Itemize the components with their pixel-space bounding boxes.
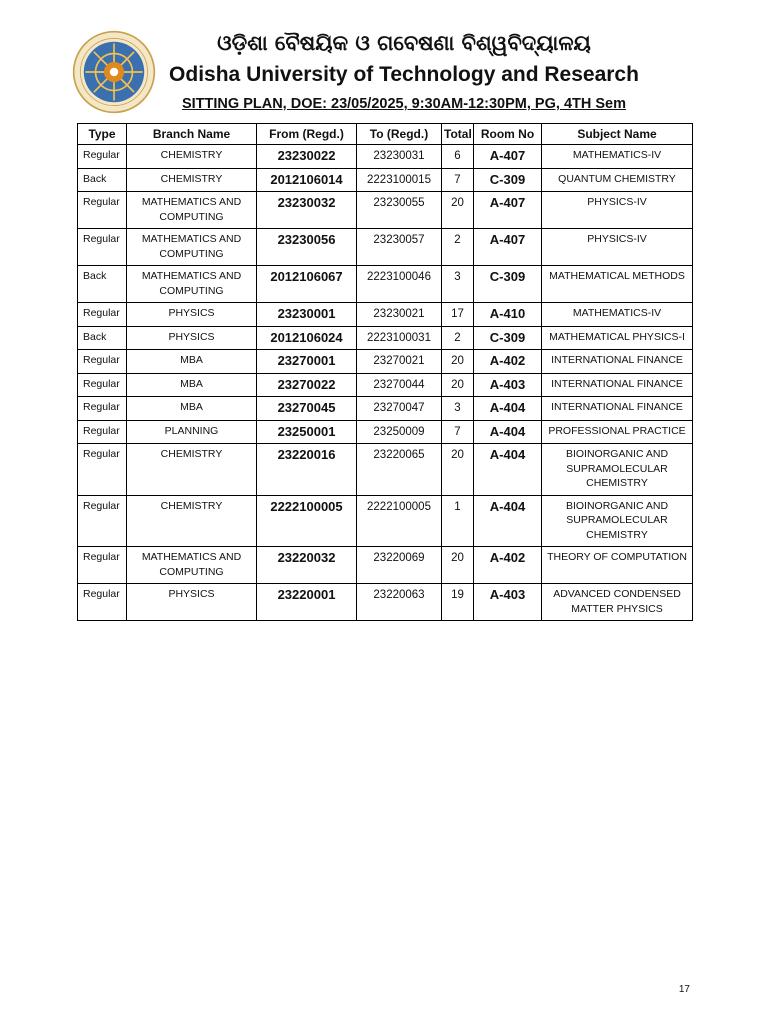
cell-from-regd: 23230022	[257, 145, 357, 169]
cell-from-regd: 23270001	[257, 350, 357, 374]
cell-room-no: A-407	[474, 229, 542, 266]
cell-branch: PHYSICS	[127, 326, 257, 350]
cell-room-no: A-404	[474, 495, 542, 547]
cell-total: 20	[442, 350, 474, 374]
table-row	[78, 420, 693, 444]
cell-from-regd: 2012106067	[257, 266, 357, 303]
header-row	[78, 124, 693, 145]
cell-branch: CHEMISTRY	[127, 168, 257, 192]
table-row	[78, 547, 693, 584]
cell-subject: THEORY OF COMPUTATION	[542, 547, 693, 584]
column-header-subject: Subject Name	[542, 124, 693, 145]
table-row	[78, 584, 693, 621]
cell-subject: QUANTUM CHEMISTRY	[542, 168, 693, 192]
cell-room-no: A-407	[474, 145, 542, 169]
table-header	[78, 124, 693, 145]
table-row	[78, 266, 693, 303]
cell-type: Regular	[78, 373, 127, 397]
cell-branch: MBA	[127, 350, 257, 374]
cell-room-no: A-402	[474, 547, 542, 584]
cell-type: Regular	[78, 547, 127, 584]
cell-branch: CHEMISTRY	[127, 495, 257, 547]
cell-subject: MATHEMATICAL METHODS	[542, 266, 693, 303]
cell-branch: MATHEMATICS AND COMPUTING	[127, 229, 257, 266]
cell-to-regd: 23230057	[357, 229, 442, 266]
cell-from-regd: 2012106024	[257, 326, 357, 350]
table-row	[78, 145, 693, 169]
column-header-branch: Branch Name	[127, 124, 257, 145]
cell-type: Regular	[78, 192, 127, 229]
cell-subject: INTERNATIONAL FINANCE	[542, 350, 693, 374]
cell-branch: CHEMISTRY	[127, 145, 257, 169]
cell-total: 20	[442, 547, 474, 584]
cell-room-no: C-309	[474, 168, 542, 192]
table-row	[78, 350, 693, 374]
cell-room-no: A-410	[474, 303, 542, 327]
cell-subject: INTERNATIONAL FINANCE	[542, 397, 693, 421]
cell-total: 20	[442, 373, 474, 397]
cell-to-regd: 23230021	[357, 303, 442, 327]
cell-total: 3	[442, 266, 474, 303]
column-header-type: Type	[78, 124, 127, 145]
cell-total: 7	[442, 420, 474, 444]
cell-to-regd: 23220069	[357, 547, 442, 584]
cell-type: Regular	[78, 229, 127, 266]
title-english: Odisha University of Technology and Research	[169, 63, 639, 86]
cell-total: 2	[442, 326, 474, 350]
column-header-from: From (Regd.)	[257, 124, 357, 145]
cell-total: 2	[442, 229, 474, 266]
cell-to-regd: 23220065	[357, 444, 442, 496]
cell-type: Regular	[78, 495, 127, 547]
cell-branch: PHYSICS	[127, 584, 257, 621]
cell-total: 7	[442, 168, 474, 192]
cell-from-regd: 2012106014	[257, 168, 357, 192]
cell-to-regd: 23230055	[357, 192, 442, 229]
cell-room-no: C-309	[474, 266, 542, 303]
cell-subject: MATHEMATICAL PHYSICS-I	[542, 326, 693, 350]
cell-type: Back	[78, 168, 127, 192]
cell-from-regd: 23230032	[257, 192, 357, 229]
table-row	[78, 326, 693, 350]
cell-room-no: A-403	[474, 373, 542, 397]
cell-to-regd: 23270047	[357, 397, 442, 421]
column-header-room: Room No	[474, 124, 542, 145]
cell-from-regd: 23270022	[257, 373, 357, 397]
cell-type: Regular	[78, 584, 127, 621]
table-row	[78, 397, 693, 421]
cell-room-no: A-404	[474, 420, 542, 444]
cell-to-regd: 2223100031	[357, 326, 442, 350]
column-header-to: To (Regd.)	[357, 124, 442, 145]
page-number: 17	[678, 984, 690, 995]
cell-to-regd: 2222100005	[357, 495, 442, 547]
cell-total: 17	[442, 303, 474, 327]
table-row	[78, 444, 693, 496]
table-row	[78, 495, 693, 547]
table-row	[78, 373, 693, 397]
cell-subject: ADVANCED CONDENSED MATTER PHYSICS	[542, 584, 693, 621]
cell-to-regd: 2223100046	[357, 266, 442, 303]
cell-total: 20	[442, 444, 474, 496]
cell-subject: BIOINORGANIC AND SUPRAMOLECULAR CHEMISTRY	[542, 444, 693, 496]
table-row	[78, 229, 693, 266]
cell-branch: MATHEMATICS AND COMPUTING	[127, 266, 257, 303]
cell-to-regd: 23270021	[357, 350, 442, 374]
cell-subject: INTERNATIONAL FINANCE	[542, 373, 693, 397]
table-body	[78, 145, 693, 621]
cell-type: Back	[78, 266, 127, 303]
sitting-plan-table	[77, 123, 693, 621]
cell-type: Regular	[78, 397, 127, 421]
table-row	[78, 168, 693, 192]
cell-branch: MATHEMATICS AND COMPUTING	[127, 547, 257, 584]
cell-total: 19	[442, 584, 474, 621]
document-header	[0, 28, 768, 115]
cell-branch: PLANNING	[127, 420, 257, 444]
sitting-plan-subtitle: SITTING PLAN, DOE: 23/05/2025, 9:30AM-12:30PM, PG, 4TH Sem	[181, 96, 626, 112]
cell-to-regd: 23230031	[357, 145, 442, 169]
cell-branch: MBA	[127, 373, 257, 397]
cell-branch: MBA	[127, 397, 257, 421]
cell-to-regd: 23270044	[357, 373, 442, 397]
table-row	[78, 303, 693, 327]
cell-room-no: A-404	[474, 444, 542, 496]
cell-from-regd: 23220016	[257, 444, 357, 496]
cell-room-no: A-404	[474, 397, 542, 421]
cell-total: 20	[442, 192, 474, 229]
cell-total: 6	[442, 145, 474, 169]
cell-from-regd: 23230056	[257, 229, 357, 266]
cell-subject: BIOINORGANIC AND SUPRAMOLECULAR CHEMISTRY	[542, 495, 693, 547]
cell-type: Back	[78, 326, 127, 350]
table-row	[78, 192, 693, 229]
cell-from-regd: 23230001	[257, 303, 357, 327]
cell-from-regd: 23220001	[257, 584, 357, 621]
cell-type: Regular	[78, 420, 127, 444]
cell-branch: PHYSICS	[127, 303, 257, 327]
cell-room-no: A-403	[474, 584, 542, 621]
column-header-total: Total	[442, 124, 474, 145]
cell-type: Regular	[78, 444, 127, 496]
cell-to-regd: 2223100015	[357, 168, 442, 192]
cell-subject: PROFESSIONAL PRACTICE	[542, 420, 693, 444]
cell-subject: PHYSICS-IV	[542, 229, 693, 266]
cell-branch: MATHEMATICS AND COMPUTING	[127, 192, 257, 229]
cell-subject: MATHEMATICS-IV	[542, 145, 693, 169]
cell-to-regd: 23250009	[357, 420, 442, 444]
cell-subject: PHYSICS-IV	[542, 192, 693, 229]
cell-from-regd: 23250001	[257, 420, 357, 444]
cell-type: Regular	[78, 350, 127, 374]
cell-subject: MATHEMATICS-IV	[542, 303, 693, 327]
cell-room-no: C-309	[474, 326, 542, 350]
cell-from-regd: 2222100005	[257, 495, 357, 547]
cell-type: Regular	[78, 145, 127, 169]
cell-room-no: A-407	[474, 192, 542, 229]
cell-total: 1	[442, 495, 474, 547]
cell-branch: CHEMISTRY	[127, 444, 257, 496]
cell-room-no: A-402	[474, 350, 542, 374]
cell-to-regd: 23220063	[357, 584, 442, 621]
cell-total: 3	[442, 397, 474, 421]
cell-type: Regular	[78, 303, 127, 327]
cell-from-regd: 23220032	[257, 547, 357, 584]
title-odia: ଓଡ଼ିଶା ବୈଷୟିକ ଓ ଗବେଷଣା ବିଶ୍ୱବିଦ୍ୟାଳୟ	[217, 31, 591, 55]
cell-from-regd: 23270045	[257, 397, 357, 421]
